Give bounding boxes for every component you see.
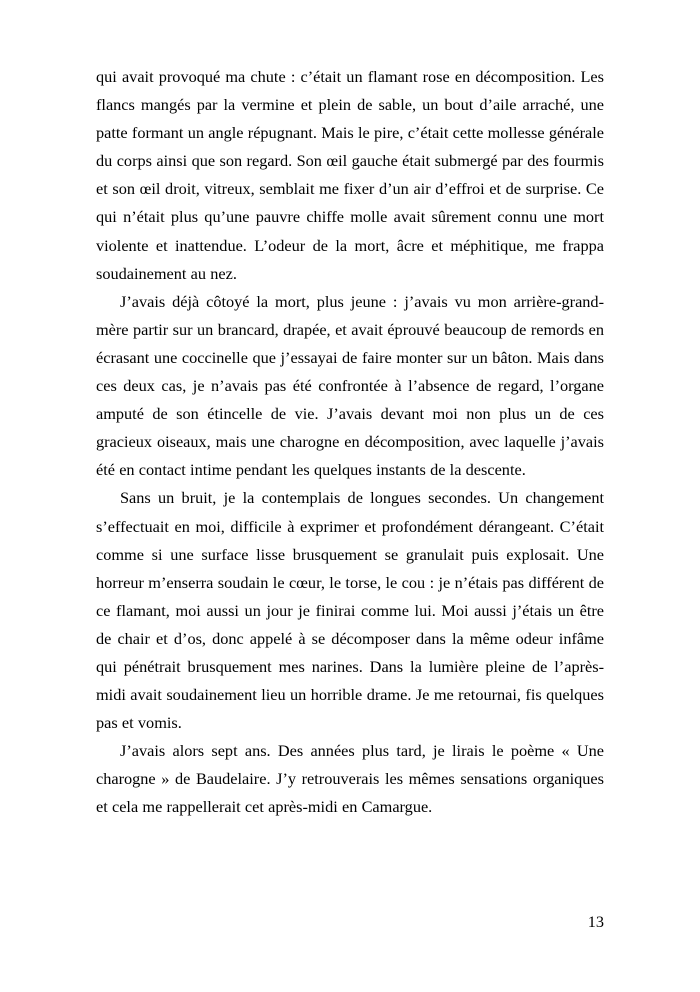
- paragraph-1: qui avait provoqué ma chute : c’était un flamant rose en décomposition. Les flancs mangés par la vermine et plein de sable, un bout d’aile arraché, une patte formant un angle répugnant. Mais le pire, c’était cette mollesse générale du corps ainsi que son regard. Son œil gauche était submergé par des fourmis et son œil droit, vitreux, semblait me fixer d’un air d’effroi et de surprise. Ce qui n’était plus qu’une pauvre chiffe molle avait sûrement connu une mort violente et inattendue. L’odeur de la mort, âcre et méphitique, me frappa soudainement au nez.: [96, 67, 604, 283]
- page-number: 13: [587, 912, 604, 931]
- paragraph-2: J’avais déjà côtoyé la mort, plus jeune : j’avais vu mon arrière-grand-mère partir sur un brancard, drapée, et avait éprouvé beaucoup de remords en écrasant une coccinelle que j’essayai de faire monter sur un bâton. Mais dans ces deux cas, je n’avais pas été confrontée à l’absence de regard, l’organe amputé de son étincelle de vie. J’avais devant moi non plus un de ces gracieux oiseaux, mais une charogne en décomposition, avec laquelle j’avais été en contact intime pendant les quelques instants de la descente.: [96, 291, 604, 480]
- paragraph-4: J’avais alors sept ans. Des années plus tard, je lirais le poème « Une charogne » de Baudelaire. J’y retrouverais les mêmes sensations organiques et cela me rappellerait cet après-midi en Camargue.: [96, 741, 604, 817]
- page-text-block: [96, 63, 604, 822]
- paragraph-3: Sans un bruit, je la contemplais de longues secondes. Un changement s’effectuait en moi, difficile à exprimer et profondément dérangeant. C’était comme si une surface lisse brusquement se granulait puis explosait. Une horreur m’enserra soudain le cœur, le torse, le cou : je n’étais pas différent de ce flamant, moi aussi un jour je finirai comme lui. Moi aussi j’étais un être de chair et d’os, donc appelé à se décomposer dans la même odeur infâme qui pénétrait brusquement mes narines. Dans la lumière pleine de l’après-midi avait soudainement lieu un horrible drame. Je me retournai, fis quelques pas et vomis.: [96, 488, 604, 733]
